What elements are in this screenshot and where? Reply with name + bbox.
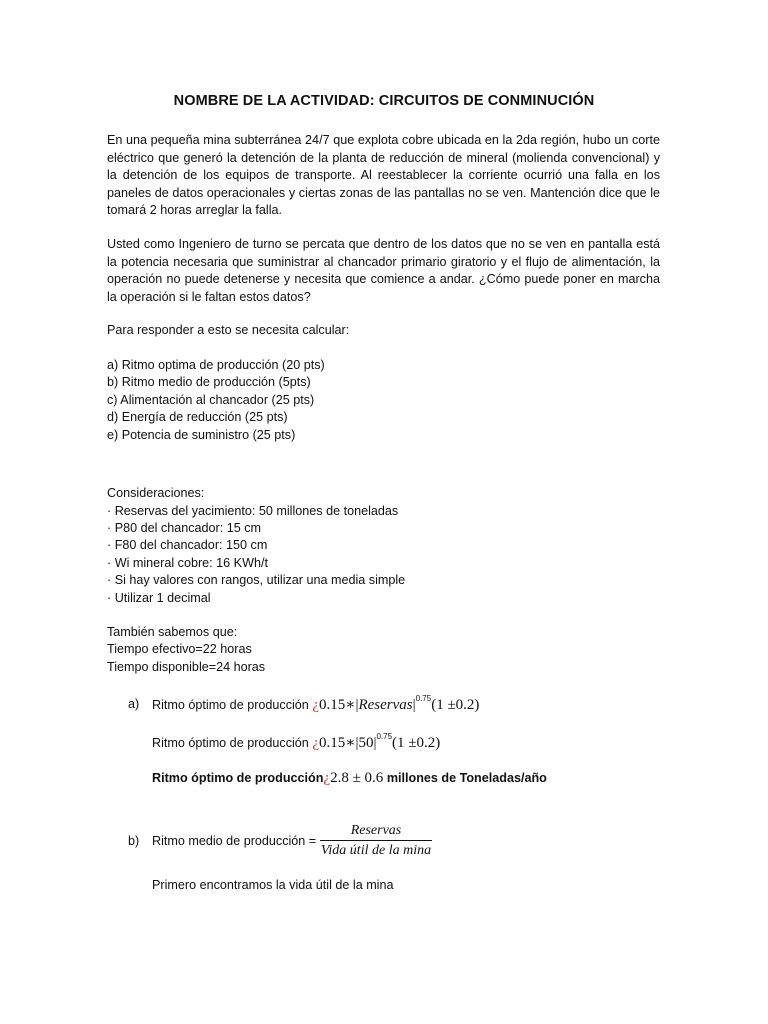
considerations-heading: Consideraciones:	[107, 486, 205, 500]
result-value: 2.8 ± 0.6	[330, 770, 384, 786]
solution-b-text: Ritmo medio de producción =	[152, 834, 317, 848]
task-item: a) Ritmo optima de producción (20 pts)	[107, 358, 325, 372]
document-title: NOMBRE DE LA ACTIVIDAD: CIRCUITOS DE CONMINUCIÓN	[173, 93, 595, 109]
question-paragraph: Usted como Ingeniero de turno se percata que dentro de los datos que no se ven en pantalla está la potencia necesaria que suministrar al chancador primario giratorio y el flujo de alimentación, la operación no puede detenerse y necesita que comience a andar. ¿Cómo puede poner en marcha la operación si le faltan estos datos?	[107, 237, 660, 304]
prompt-text: Para responder a esto se necesita calcular:	[107, 323, 350, 337]
solution-b-followup: Primero encontramos la vida útil de la mina	[152, 878, 394, 892]
formula-coefficient: 0.15∗	[318, 735, 356, 751]
result-unit: millones de Toneladas/año	[386, 771, 547, 785]
known-item: Tiempo efectivo=22 horas	[107, 642, 252, 656]
task-item: c) Alimentación al chancador (25 pts)	[107, 393, 315, 407]
known-heading: También sabemos que:	[107, 625, 238, 639]
formula-coefficient: 0.15∗	[318, 697, 356, 713]
missing-glyph: ¿	[312, 697, 319, 713]
solution-a-substitution: Ritmo óptimo de producción ¿$0.15∗|50|^{0.75}(1 \pm 0.2)$	[152, 732, 441, 751]
formula-text: Ritmo óptimo de producción	[152, 698, 309, 712]
solution-a-result	[152, 770, 547, 787]
consideration-item: · Utilizar 1 decimal	[107, 591, 211, 605]
formula-range: (1 ±0.2)	[431, 697, 480, 713]
result-text: Ritmo óptimo de producción	[152, 771, 324, 785]
formula-exponent: 0.75	[415, 694, 432, 703]
fraction-bar	[320, 840, 432, 841]
missing-glyph: ¿	[323, 770, 331, 786]
task-item: d) Energía de reducción (25 pts)	[107, 410, 288, 424]
task-item: e) Potencia de suministro (25 pts)	[107, 428, 296, 442]
consideration-item: · P80 del chancador: 15 cm	[107, 521, 262, 535]
formula-range: (1 ±0.2)	[392, 735, 441, 751]
consideration-item: · Reservas del yacimiento: 50 millones de toneladas	[107, 504, 399, 518]
formula-number: 50	[358, 735, 374, 751]
fraction-numerator: Reservas	[350, 823, 402, 838]
formula-text: Ritmo óptimo de producción	[152, 736, 309, 750]
consideration-item: · Wi mineral cobre: 16 KWh/t	[107, 556, 268, 570]
known-item: Tiempo disponible=24 horas	[107, 660, 266, 674]
solution-b-label: b)	[128, 834, 140, 848]
solution-b-fraction	[318, 822, 434, 859]
formula-exponent: 0.75	[376, 732, 393, 741]
missing-glyph: ¿	[312, 735, 319, 751]
formula-variable: Reservas	[358, 697, 413, 713]
task-item: b) Ritmo medio de producción (5pts)	[107, 375, 311, 389]
solution-a-formula: Ritmo óptimo de producción ¿$0.15∗|Reservas|^{0.75}(1 \pm 0.2)$	[152, 694, 480, 713]
solution-a-label: a)	[128, 697, 140, 711]
fraction-denominator: Vida útil de la mina	[320, 843, 432, 858]
intro-paragraph: En una pequeña mina subterránea 24/7 que explota cobre ubicada en la 2da región, hubo un corte eléctrico que generó la detención de la planta de reducción de mineral (molienda convencional) y la detención de los equipos de transporte. Al reestablecer la corriente ocurrió una falla en los paneles de datos operacionales y ciertas zonas de las pantallas no se ven. Mantención dice que le tomará 2 horas arreglar la falla.	[107, 133, 660, 218]
consideration-item: · Si hay valores con rangos, utilizar una media simple	[107, 573, 406, 587]
consideration-item: · F80 del chancador: 150 cm	[107, 538, 268, 552]
